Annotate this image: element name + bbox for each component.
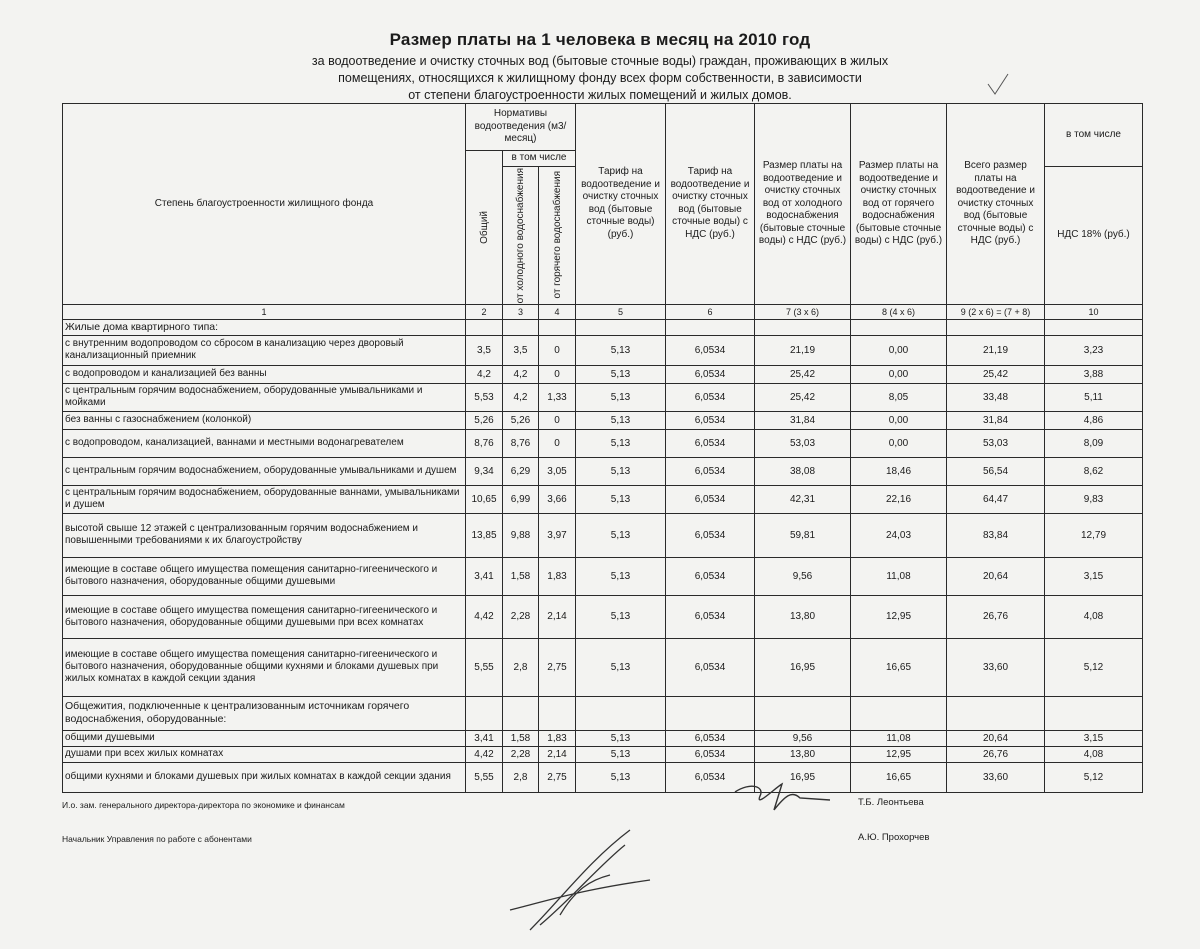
column-number: 10 <box>1045 304 1143 319</box>
tariff-table <box>62 103 1143 793</box>
row-description: высотой свыше 12 этажей с централизованным горячим водоснабжением и повышенными требованиями к их благоустройству <box>63 513 466 557</box>
value-cell: 64,47 <box>947 485 1045 513</box>
handwritten-signature-icon <box>500 820 660 940</box>
check-mark-icon <box>985 72 1011 98</box>
value-cell: 8,76 <box>503 429 539 457</box>
header-fee-hot: Размер платы на водоотведение и очистку сточных вод от горячего водоснабжения (бытовые сточные воды) с НДС (руб.) <box>851 104 947 305</box>
value-cell: 6,0534 <box>666 595 755 638</box>
value-cell: 5,13 <box>576 513 666 557</box>
value-cell: 25,42 <box>755 365 851 383</box>
column-number: 2 <box>466 304 503 319</box>
empty-cell <box>947 319 1045 335</box>
value-cell: 5,13 <box>576 365 666 383</box>
section-title: Жилые дома квартирного типа: <box>63 319 466 335</box>
value-cell: 5,13 <box>576 485 666 513</box>
value-cell: 16,65 <box>851 638 947 696</box>
value-cell: 3,15 <box>1045 730 1143 746</box>
header-tariff-vat: Тариф на водоотведение и очистку сточных вод (бытовые сточные воды) с НДС (руб.) <box>666 104 755 305</box>
value-cell: 4,08 <box>1045 595 1143 638</box>
empty-cell <box>466 696 503 730</box>
value-cell: 0 <box>539 335 576 365</box>
value-cell: 8,76 <box>466 429 503 457</box>
value-cell: 20,64 <box>947 730 1045 746</box>
signature-position: Начальник Управления по работе с абонентами <box>62 834 252 844</box>
value-cell: 21,19 <box>947 335 1045 365</box>
subtitle-line: за водоотведение и очистку сточных вод (бытовые сточные воды) граждан, проживающих в жилых <box>311 54 889 68</box>
row-description: с центральным горячим водоснабжением, оборудованные умывальниками и мойками <box>63 383 466 411</box>
value-cell: 5,13 <box>576 746 666 762</box>
value-cell: 0,00 <box>851 365 947 383</box>
value-cell: 9,88 <box>503 513 539 557</box>
value-cell: 42,31 <box>755 485 851 513</box>
header-row <box>63 104 1143 151</box>
value-cell: 3,97 <box>539 513 576 557</box>
table-row <box>63 638 1143 696</box>
header-norms-total: Общий <box>478 210 490 244</box>
header-norms-including: в том числе <box>503 151 576 167</box>
empty-cell <box>539 696 576 730</box>
value-cell: 9,56 <box>755 557 851 595</box>
empty-cell <box>851 696 947 730</box>
value-cell: 3,41 <box>466 730 503 746</box>
header-norms: Нормативы водоотведения (м3/месяц) <box>466 104 576 151</box>
value-cell: 1,33 <box>539 383 576 411</box>
value-cell: 25,42 <box>947 365 1045 383</box>
row-description: имеющие в составе общего имущества помещения санитарно-гигеенического и бытового назначения, оборудованные общими кухнями и блоками душевых при жилых комнатах в каждой секции здания <box>63 638 466 696</box>
empty-cell <box>576 696 666 730</box>
value-cell: 18,46 <box>851 457 947 485</box>
value-cell: 2,75 <box>539 762 576 792</box>
value-cell: 6,0534 <box>666 730 755 746</box>
table-row <box>63 485 1143 513</box>
value-cell: 0 <box>539 365 576 383</box>
value-cell: 13,80 <box>755 595 851 638</box>
value-cell: 3,5 <box>466 335 503 365</box>
column-number-row <box>63 304 1143 319</box>
column-number: 5 <box>576 304 666 319</box>
value-cell: 8,62 <box>1045 457 1143 485</box>
value-cell: 6,0534 <box>666 365 755 383</box>
value-cell: 6,0534 <box>666 335 755 365</box>
subtitle-line: помещениях, относящихся к жилищному фонду всех форм собственности, в зависимости <box>338 71 862 85</box>
empty-cell <box>1045 696 1143 730</box>
value-cell: 59,81 <box>755 513 851 557</box>
table-row <box>63 595 1143 638</box>
row-description: общими душевыми <box>63 730 466 746</box>
value-cell: 6,29 <box>503 457 539 485</box>
empty-cell <box>947 696 1045 730</box>
value-cell: 13,80 <box>755 746 851 762</box>
header-fee-total: Всего размер платы на водоотведение и очистку сточных вод (бытовые сточные воды) с НДС (руб.) <box>947 104 1045 305</box>
value-cell: 2,75 <box>539 638 576 696</box>
value-cell: 3,88 <box>1045 365 1143 383</box>
value-cell: 33,48 <box>947 383 1045 411</box>
value-cell: 6,0534 <box>666 557 755 595</box>
value-cell: 5,11 <box>1045 383 1143 411</box>
value-cell: 4,42 <box>466 595 503 638</box>
value-cell: 3,66 <box>539 485 576 513</box>
empty-cell <box>755 696 851 730</box>
column-number: 7 (3 x 6) <box>755 304 851 319</box>
value-cell: 5,12 <box>1045 762 1143 792</box>
value-cell: 6,0534 <box>666 762 755 792</box>
table-row <box>63 730 1143 746</box>
value-cell: 16,95 <box>755 638 851 696</box>
header-fee-cold: Размер платы на водоотведение и очистку сточных вод от холодного водоснабжения (бытовые сточные воды) с НДС (руб.) <box>755 104 851 305</box>
value-cell: 1,58 <box>503 730 539 746</box>
row-description: с водопроводом, канализацией, ваннами и местными водонагревателем <box>63 429 466 457</box>
value-cell: 5,13 <box>576 557 666 595</box>
value-cell: 1,83 <box>539 557 576 595</box>
row-description: имеющие в составе общего имущества помещения санитарно-гигеенического и бытового назначения, оборудованные общими душевыми при всех комнатах <box>63 595 466 638</box>
value-cell: 4,2 <box>466 365 503 383</box>
table-row <box>63 762 1143 792</box>
value-cell: 9,34 <box>466 457 503 485</box>
subtitle-line: от степени благоустроенности жилых помещений и жилых домов. <box>408 88 792 102</box>
signature-position: И.о. зам. генерального директора-директора по экономике и финансам <box>62 800 345 810</box>
value-cell: 9,83 <box>1045 485 1143 513</box>
row-description: имеющие в составе общего имущества помещения санитарно-гигеенического и бытового назначения, оборудованные общими душевыми <box>63 557 466 595</box>
value-cell: 5,53 <box>466 383 503 411</box>
empty-cell <box>466 319 503 335</box>
value-cell: 3,05 <box>539 457 576 485</box>
value-cell: 13,85 <box>466 513 503 557</box>
row-description: душами при всех жилых комнатах <box>63 746 466 762</box>
header-norms-total-cell <box>466 151 503 305</box>
value-cell: 31,84 <box>947 411 1045 429</box>
value-cell: 5,12 <box>1045 638 1143 696</box>
value-cell: 33,60 <box>947 638 1045 696</box>
table-row <box>63 513 1143 557</box>
header-norms-cold: от холодного водоснабжения <box>515 167 526 303</box>
column-number: 1 <box>63 304 466 319</box>
row-description: с внутренним водопроводом со сбросом в канализацию через дворовый канализационный приемник <box>63 335 466 365</box>
value-cell: 3,41 <box>466 557 503 595</box>
value-cell: 20,64 <box>947 557 1045 595</box>
row-description: общими кухнями и блоками душевых при жилых комнатах в каждой секции здания <box>63 762 466 792</box>
value-cell: 6,0534 <box>666 638 755 696</box>
value-cell: 53,03 <box>947 429 1045 457</box>
value-cell: 6,99 <box>503 485 539 513</box>
value-cell: 2,14 <box>539 746 576 762</box>
column-number: 3 <box>503 304 539 319</box>
empty-cell <box>666 696 755 730</box>
value-cell: 33,60 <box>947 762 1045 792</box>
value-cell: 4,86 <box>1045 411 1143 429</box>
row-description: без ванны с газоснабжением (колонкой) <box>63 411 466 429</box>
value-cell: 2,28 <box>503 746 539 762</box>
column-number: 4 <box>539 304 576 319</box>
value-cell: 83,84 <box>947 513 1045 557</box>
empty-cell <box>755 319 851 335</box>
empty-cell <box>851 319 947 335</box>
table-row <box>63 746 1143 762</box>
empty-cell <box>666 319 755 335</box>
value-cell: 5,13 <box>576 638 666 696</box>
value-cell: 16,65 <box>851 762 947 792</box>
value-cell: 12,79 <box>1045 513 1143 557</box>
empty-cell <box>503 696 539 730</box>
value-cell: 6,0534 <box>666 429 755 457</box>
value-cell: 21,19 <box>755 335 851 365</box>
value-cell: 26,76 <box>947 595 1045 638</box>
value-cell: 2,14 <box>539 595 576 638</box>
value-cell: 3,15 <box>1045 557 1143 595</box>
empty-cell <box>503 319 539 335</box>
value-cell: 5,26 <box>503 411 539 429</box>
value-cell: 16,95 <box>755 762 851 792</box>
section-row <box>63 696 1143 730</box>
table-row <box>63 429 1143 457</box>
value-cell: 6,0534 <box>666 457 755 485</box>
value-cell: 6,0534 <box>666 411 755 429</box>
empty-cell <box>576 319 666 335</box>
table-row <box>63 557 1143 595</box>
header-tariff: Тариф на водоотведение и очистку сточных вод (бытовые сточные воды) (руб.) <box>576 104 666 305</box>
empty-cell <box>1045 319 1143 335</box>
row-description: с центральным горячим водоснабжением, оборудованные умывальниками и душем <box>63 457 466 485</box>
header-vat: НДС 18% (руб.) <box>1045 166 1143 304</box>
value-cell: 5,13 <box>576 762 666 792</box>
empty-cell <box>539 319 576 335</box>
value-cell: 8,05 <box>851 383 947 411</box>
value-cell: 9,56 <box>755 730 851 746</box>
value-cell: 3,5 <box>503 335 539 365</box>
value-cell: 4,08 <box>1045 746 1143 762</box>
value-cell: 5,55 <box>466 762 503 792</box>
value-cell: 1,58 <box>503 557 539 595</box>
table-row <box>63 365 1143 383</box>
document-title: Размер платы на 1 человека в месяц на 2010 год <box>389 30 811 49</box>
handwritten-signature-icon <box>730 778 840 818</box>
value-cell: 5,13 <box>576 730 666 746</box>
value-cell: 2,8 <box>503 762 539 792</box>
value-cell: 0,00 <box>851 335 947 365</box>
value-cell: 4,2 <box>503 365 539 383</box>
value-cell: 12,95 <box>851 595 947 638</box>
value-cell: 0 <box>539 411 576 429</box>
value-cell: 31,84 <box>755 411 851 429</box>
value-cell: 24,03 <box>851 513 947 557</box>
column-number: 6 <box>666 304 755 319</box>
value-cell: 10,65 <box>466 485 503 513</box>
row-description: с центральным горячим водоснабжением, оборудованные ваннами, умывальниками и душем <box>63 485 466 513</box>
value-cell: 1,83 <box>539 730 576 746</box>
value-cell: 2,8 <box>503 638 539 696</box>
value-cell: 6,0534 <box>666 513 755 557</box>
table-row <box>63 411 1143 429</box>
value-cell: 5,55 <box>466 638 503 696</box>
value-cell: 12,95 <box>851 746 947 762</box>
header-including: в том числе <box>1045 104 1143 167</box>
value-cell: 6,0534 <box>666 383 755 411</box>
value-cell: 38,08 <box>755 457 851 485</box>
value-cell: 2,28 <box>503 595 539 638</box>
header-norms-hot-cell <box>539 166 576 304</box>
value-cell: 25,42 <box>755 383 851 411</box>
value-cell: 53,03 <box>755 429 851 457</box>
table-row <box>63 457 1143 485</box>
table-row <box>63 383 1143 411</box>
section-title: Общежития, подключенные к централизованным источникам горячего водоснабжения, оборудованные: <box>63 696 466 730</box>
value-cell: 5,13 <box>576 411 666 429</box>
section-row <box>63 319 1143 335</box>
signature-name: А.Ю. Прохорчев <box>858 832 930 843</box>
value-cell: 22,16 <box>851 485 947 513</box>
header-category: Степень благоустроенности жилищного фонда <box>63 104 466 305</box>
row-description: с водопроводом и канализацией без ванны <box>63 365 466 383</box>
value-cell: 26,76 <box>947 746 1045 762</box>
header-norms-cold-cell <box>503 166 539 304</box>
value-cell: 56,54 <box>947 457 1045 485</box>
value-cell: 0,00 <box>851 411 947 429</box>
signature-name: Т.Б. Леонтьева <box>858 797 924 808</box>
column-number: 9 (2 x 6) = (7 + 8) <box>947 304 1045 319</box>
value-cell: 8,09 <box>1045 429 1143 457</box>
value-cell: 5,26 <box>466 411 503 429</box>
value-cell: 5,13 <box>576 335 666 365</box>
value-cell: 3,23 <box>1045 335 1143 365</box>
column-number: 8 (4 x 6) <box>851 304 947 319</box>
value-cell: 6,0534 <box>666 746 755 762</box>
table-row <box>63 335 1143 365</box>
value-cell: 5,13 <box>576 429 666 457</box>
value-cell: 5,13 <box>576 595 666 638</box>
value-cell: 4,2 <box>503 383 539 411</box>
value-cell: 11,08 <box>851 730 947 746</box>
header-norms-hot: от горячего водоснабжения <box>551 171 563 299</box>
value-cell: 4,42 <box>466 746 503 762</box>
value-cell: 6,0534 <box>666 485 755 513</box>
value-cell: 0 <box>539 429 576 457</box>
value-cell: 5,13 <box>576 457 666 485</box>
value-cell: 11,08 <box>851 557 947 595</box>
value-cell: 5,13 <box>576 383 666 411</box>
value-cell: 0,00 <box>851 429 947 457</box>
